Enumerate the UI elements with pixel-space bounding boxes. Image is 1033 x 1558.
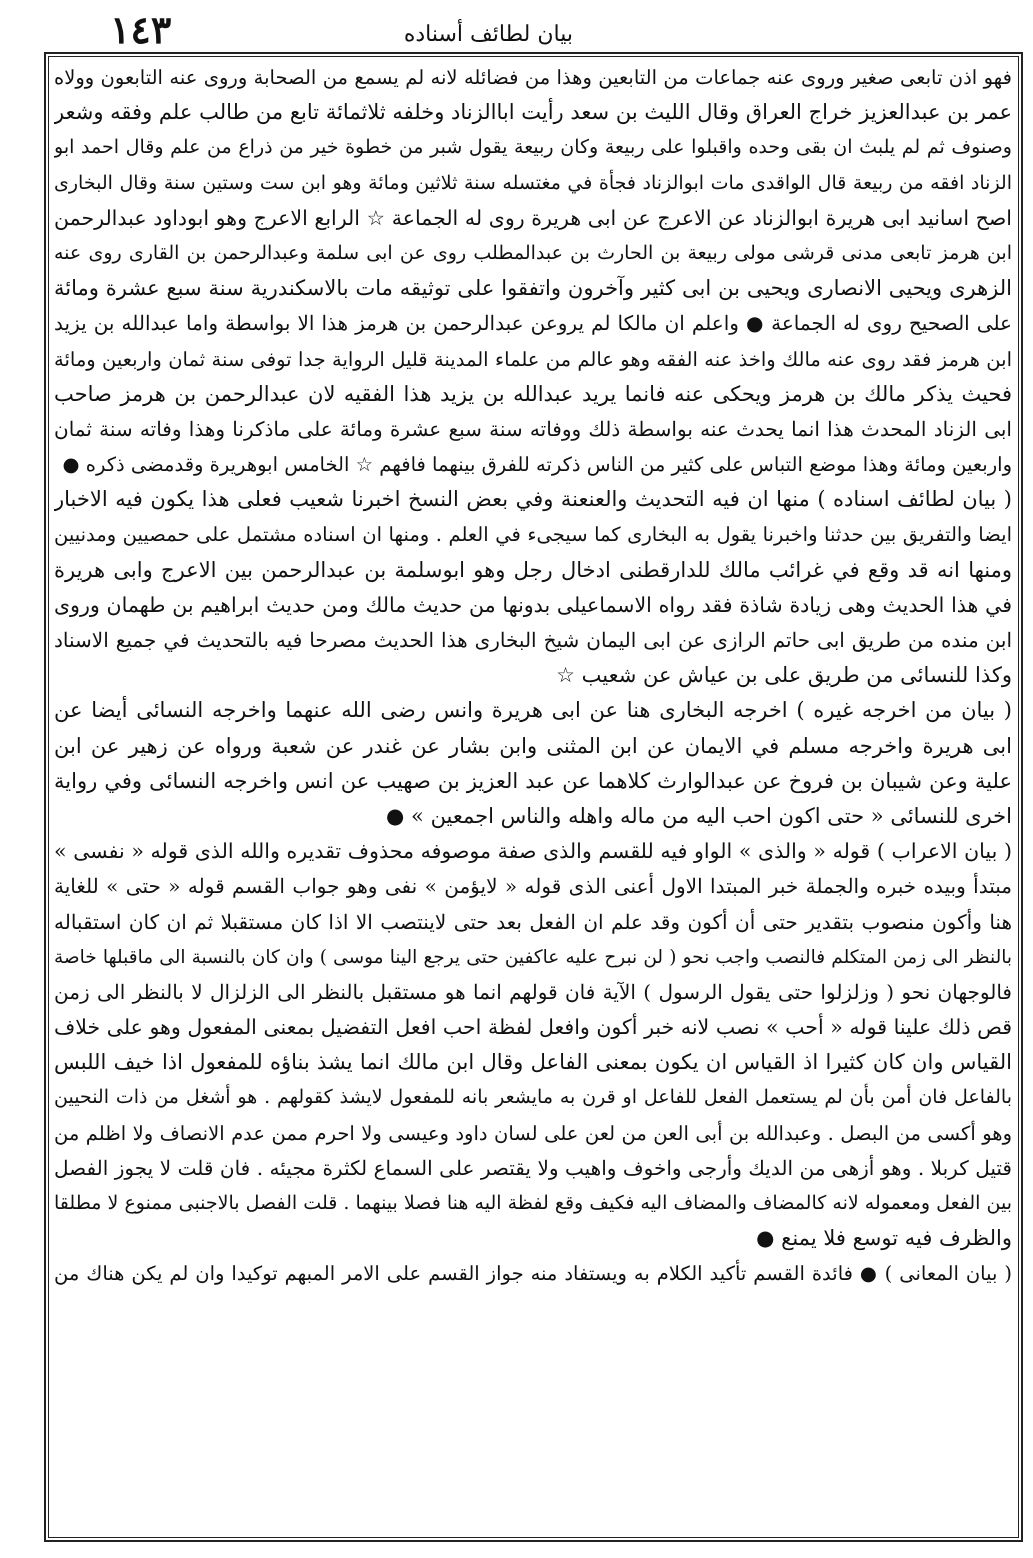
- text-line: وكذا للنسائى من طريق على بن عياش عن شعيب ☆: [556, 663, 1012, 688]
- text-line: ابى هريرة واخرجه مسلم في الايمان عن ابن المثنى وابن بشار عن غندر عن شعبة ورواه عن زهير عن ابن: [54, 733, 1012, 758]
- text-line: قص ذلك علينا قوله « أحب » نصب لانه خبر أكون وافعل لفظة احب افعل التفضيل بمعنى المفعول وهو على خلاف: [54, 1015, 1012, 1040]
- text-line: فحيث يذكر مالك بن هرمز ويحكى عنه فانما يريد عبدالله بن يزيد هذا الفقيه لان عبدالرحمن بن هرمز صاحب: [54, 381, 1012, 406]
- text-line: بالنظر الى زمن المتكلم فالنصب واجب نحو ( لن نبرح عليه عاكفين حتى يرجع الينا موسى ) وان كان بالنسبة الى ماقبلها خاصة: [54, 946, 1012, 968]
- text-line: ابى الزناد المحدث هذا انما يحدث عنه بواسطة ذلك ووفاته سنة سبع عشرة ومائة على ماذكرنا وهذا وفاته سنة ثمان: [54, 416, 1012, 441]
- text-line: في هذا الحديث وهى زيادة شاذة فقد رواه الاسماعيلى بدونها من حديث مالك ومن حديث ابراهيم بن طهمان وروى: [54, 592, 1012, 617]
- text-line: واربعين ومائة وهذا موضع التباس على كثير من الناس ذكرته للفرق بينهما فافهم ☆ الخامس ابوهريرة وقدمضى ذكره ●: [62, 453, 1012, 477]
- section-heading-line: ( بيان المعانى ) ● فائدة القسم تأكيد الكلام به ويستفاد منه جواز القسم على الامر المبهم توكيدا وان لم يكن هناك من: [54, 1262, 1012, 1286]
- text-line: ايضا والتفريق بين حدثنا واخبرنا يقول به البخارى كما سيجىء في العلم . ومنها ان اسناده مشتمل على حمصيين ومدنيين: [54, 523, 1012, 547]
- text-line: الزناد افقه من ربيعة قال الواقدى مات ابوالزناد فجأة في مغتسله سنة ثلاثين ومائة وهو ابن ست وستين سنة وقال البخارى: [54, 171, 1012, 194]
- text-line: فهو اذن تابعى صغير وروى عنه جماعات من التابعين وهذا من فضائله لانه لم يسمع من الصحابة وروى عنه التابعون وولاه: [54, 66, 1012, 89]
- text-line: وصنوف ثم لم يلبث ان بقى وحده واقبلوا على ربيعة وكان ربيعة يقول شبر من خطوة خير من ذراع من علم وقال احمد ابو: [54, 136, 1012, 159]
- text-line: وهو أكسى من البصل . وعبدالله بن أبى العن من لعن على لسان داود وعيسى ولا احرم ممن عدم الانصاف ولا اظلم من: [54, 1121, 1012, 1145]
- text-line: والظرف فيه توسع فلا يمنع ●: [756, 1226, 1012, 1251]
- section-heading-line: ( بيان لطائف اسناده ) منها ان فيه التحديث والعنعنة وفي بعض النسخ اخبرنا شعيب فعلى هذا يكون فيه الاخبار: [54, 487, 1012, 512]
- page-number: ١٤٣: [110, 7, 172, 52]
- text-line: عمر بن عبدالعزيز خراج العراق وقال الليث بن سعد رأيت اباالزناد وخلفه ثلاثمائة تابع من طالب علم وفقه وشعر: [54, 100, 1012, 125]
- text-line: اخرى للنسائى « حتى اكون احب اليه من ماله واهله والناس اجمعين » ●: [386, 803, 1012, 828]
- text-line: بين الفعل ومعموله لانه كالمضاف والمضاف اليه فكيف وقع لفظة اليه هنا فصلا بينهما . قلت الفصل بالاجنبى ممنوع لا مطلقا: [54, 1192, 1012, 1214]
- text-line: ابن منده من طريق ابى حاتم الرازى عن ابى اليمان شيخ البخارى هذا الحديث مصرحا فيه بالتحديث في جميع الاسناد: [54, 628, 1012, 652]
- text-line: قتيل كربلا . وهو أزهى من الديك وأرجى واخوف واهيب ولا يقتصر على السماع لكثرة مجيئه . فان قلت لا يجوز الفصل: [54, 1155, 1012, 1180]
- body-text: [54, 60, 1012, 1292]
- text-line: على الصحيح روى له الجماعة ● واعلم ان مالكا لم يروعن عبدالرحمن بن هرمز هذا الا بواسطة واما عبدالله بن يزيد: [54, 311, 1012, 336]
- text-line: اصح اسانيد ابى هريرة ابوالزناد عن الاعرج عن ابى هريرة روى له الجماعة ☆ الرابع الاعرج وهو ابوداود عبدالرحمن: [54, 205, 1012, 230]
- text-line: مبتدأ وبيده خبره والجملة خبر المبتدا الاول أعنى الذى قوله « لايؤمن » نفى وهو جواب القسم قوله « حتى » للغاية: [54, 874, 1012, 899]
- text-line: هنا وأكون منصوب بتقدير حتى أن أكون وقد علم ان الفعل بعد حتى لاينتصب الا اذا كان مستقبلا ثم ان كان استقباله: [54, 909, 1012, 934]
- text-line: الزهرى ويحيى الانصارى ويحيى بن ابى كثير وآخرون واتفقوا على توثيقه مات بالاسكندرية سنة سبع عشرة ومائة: [54, 276, 1012, 301]
- running-title: بيان لطائف أسناده: [403, 22, 573, 47]
- text-line: فالوجهان نحو ( وزلزلوا حتى يقول الرسول ) الآية فان قولهم انما هو مستقبل بالنظر الى الزلزال لا بالنظر الى زمن: [54, 979, 1012, 1004]
- section-heading-line: ( بيان الاعراب ) قوله « والذى » الواو فيه للقسم والذى صفة موصوفه محذوف تقديره والله الذى قوله « نفسى »: [54, 839, 1012, 864]
- page-header: [40, 8, 993, 54]
- text-line: علية وعن شيبان بن فروخ عن عبدالوارث كلاهما عن عبد العزيز بن صهيب عن انس واخرجه النسائى وفي رواية: [54, 768, 1012, 793]
- text-line: ابن هرمز تابعى مدنى قرشى مولى ربيعة بن الحارث بن عبدالمطلب روى عن ابى سلمة وعبدالرحمن بن القارى روى عنه: [54, 241, 1012, 264]
- text-line: ابن هرمز فقد روى عنه مالك واخذ عنه الفقه وهو عالم من علماء المدينة قليل الرواية جدا توفى سنة ثمان واربعين ومائة: [54, 347, 1012, 371]
- text-line: القياس وان كان كثيرا اذ القياس ان يكون بمعنى الفاعل وقال ابن مالك انما يشذ بناؤه للمفعول اذا خيف اللبس: [54, 1050, 1012, 1075]
- section-heading-line: ( بيان من اخرجه غيره ) اخرجه البخارى هنا عن ابى هريرة وانس رضى الله عنهما واخرجه النسائى أيضا عن: [54, 698, 1012, 723]
- text-line: ومنها انه قد وقع في غرائب مالك للدارقطنى ادخال رجل وهو ابوسلمة بن عبدالرحمن بين الاعرج وابى هريرة: [54, 557, 1012, 582]
- text-line: بالفاعل فان أمن بأن لم يستعمل الفعل للفاعل او قرن به مايشعر بانه للمفعول لايشذ كقولهم . هو أشغل من ذات النحيين: [54, 1086, 1012, 1109]
